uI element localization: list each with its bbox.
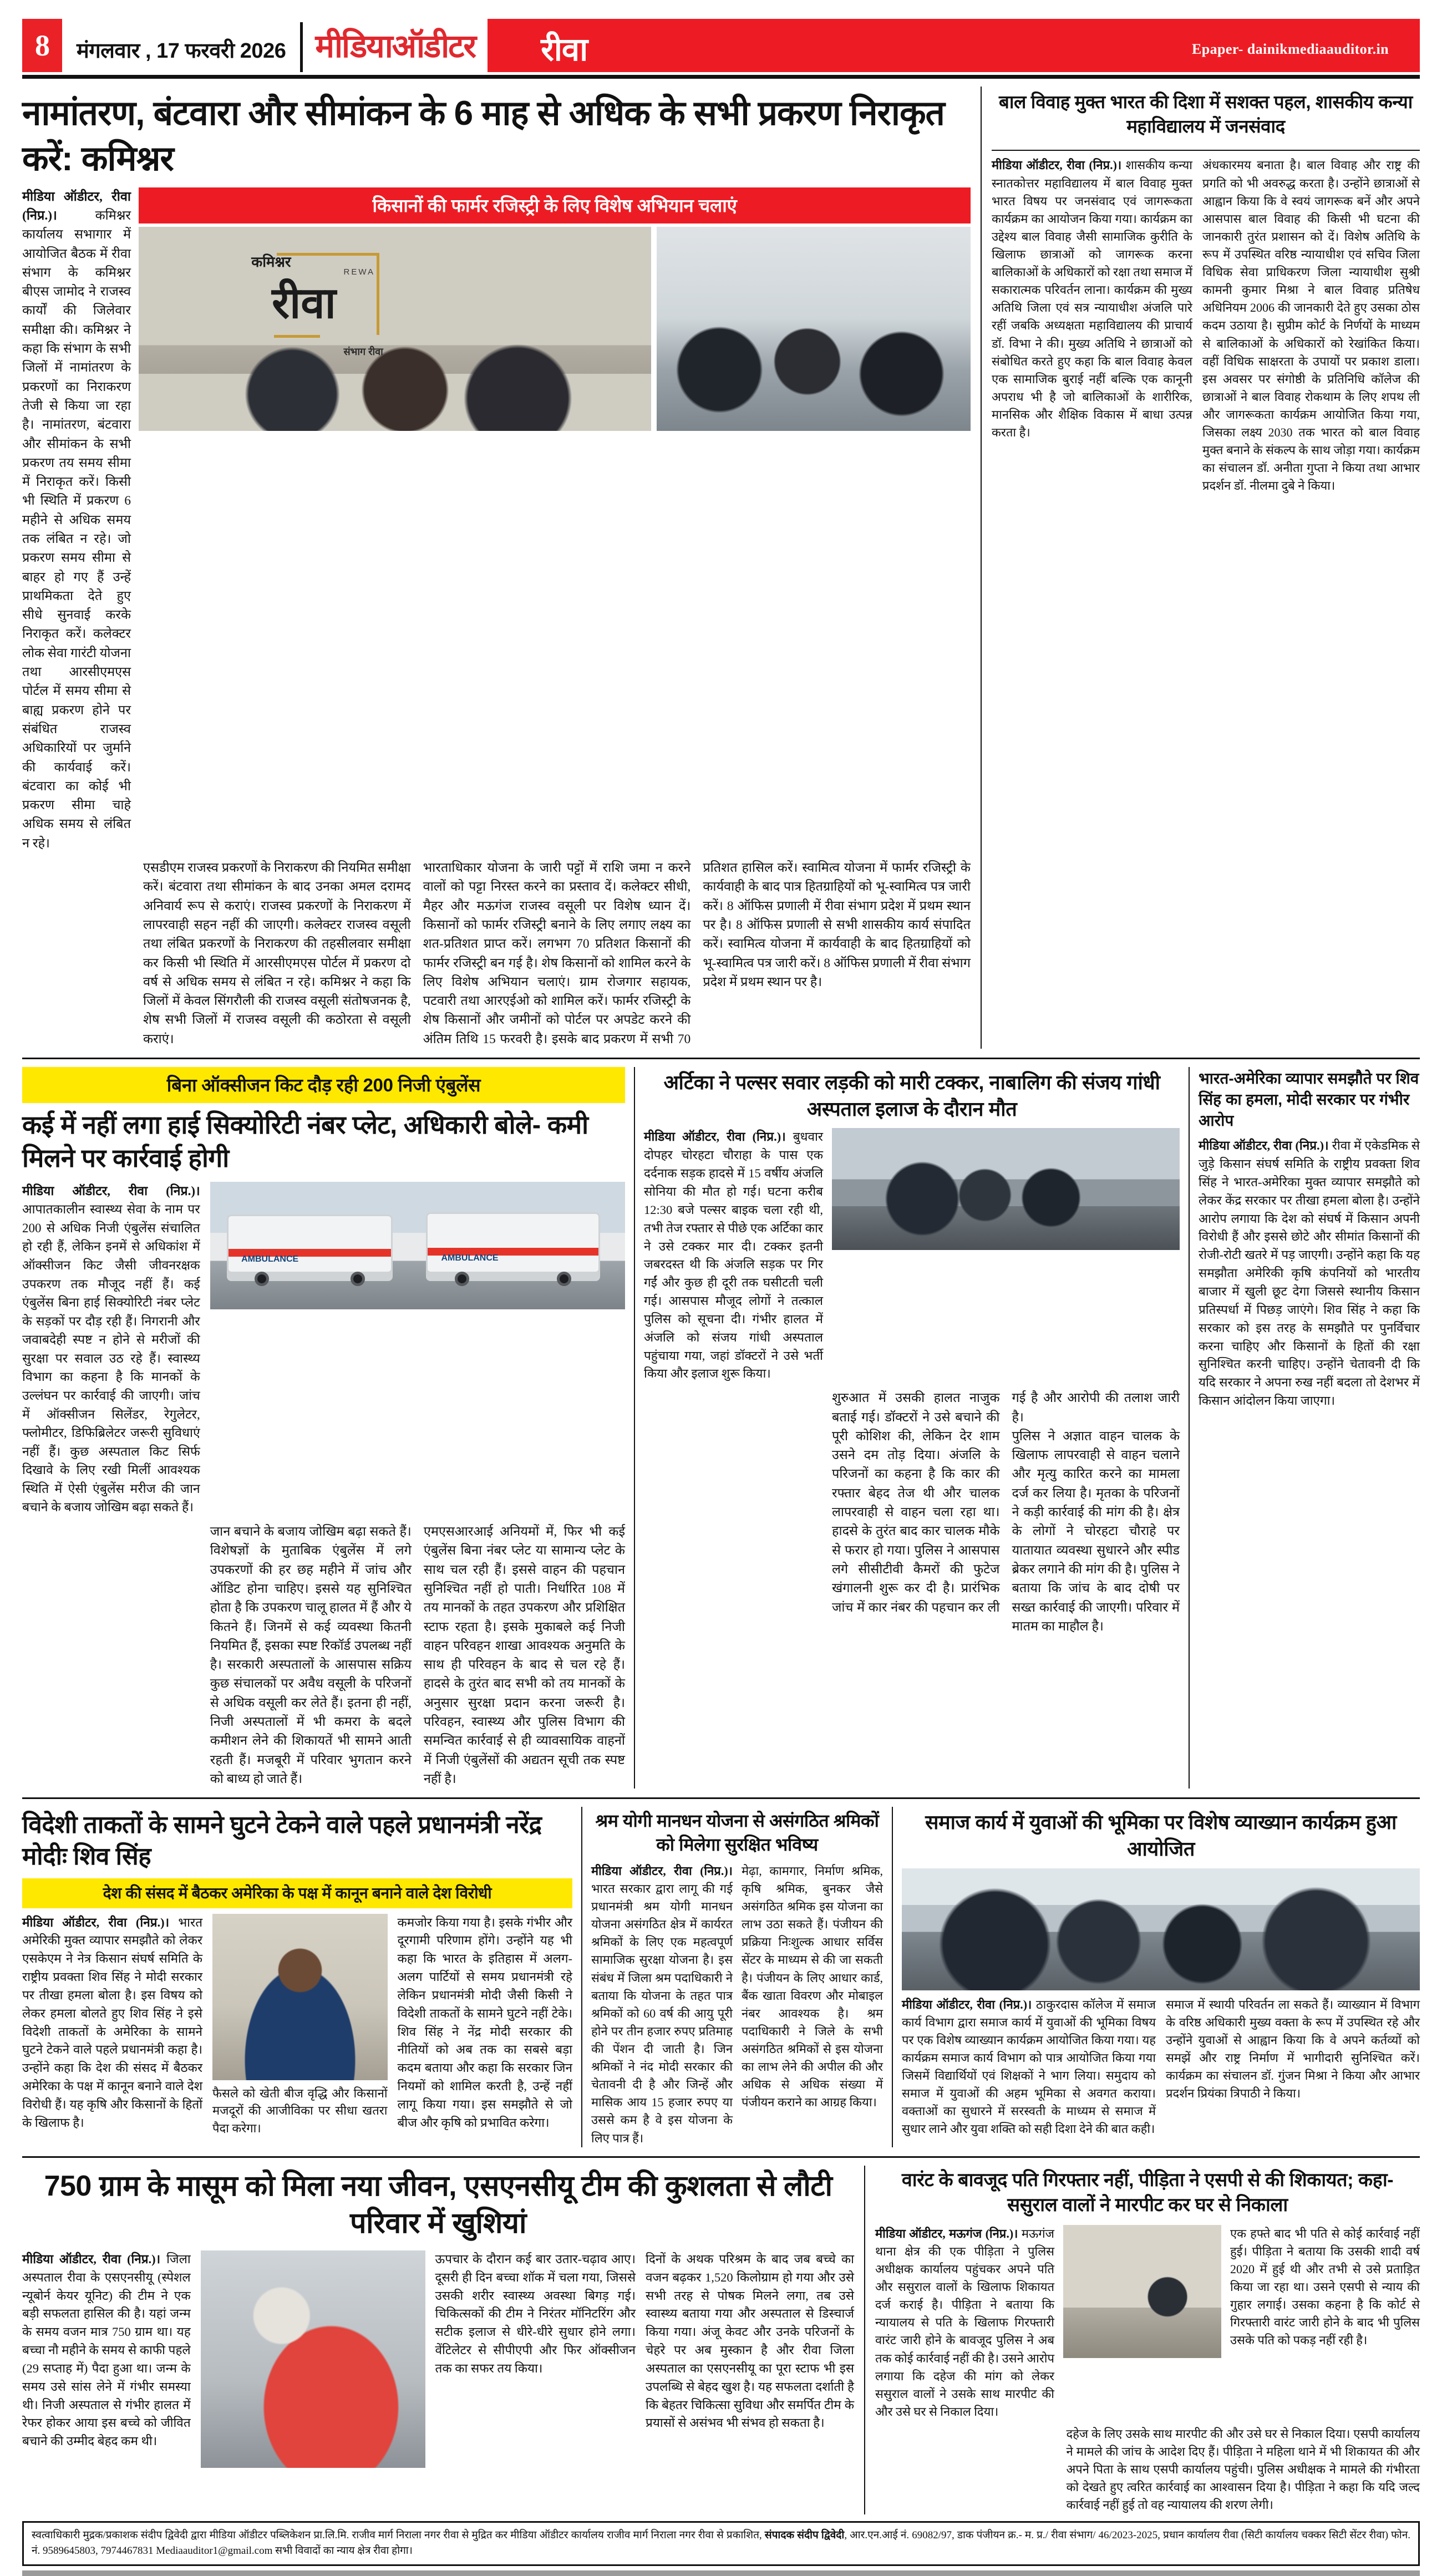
yuva-byline: मीडिया ऑडीटर, रीवा (निप्र.)। [902,1997,1032,2011]
shram-byline: मीडिया ऑडीटर, रीवा (निप्र.)। [591,1863,733,1878]
modi-headline: विदेशी ताकतों के सामने घुटने टेकने वाले पहले प्रधानमंत्री नरेंद्र मोदीः शिव सिंह [22,1811,542,1871]
rewa-logo-text: रीवा [272,278,336,327]
yuva-col-1-text: ठाकुरदास कॉलेज में समाज कार्य विभाग द्वारा समाज कार्य में युवाओं की भूमिका विषय पर एक विशेष व्याख्यान कार्यक्रम आयोजित किया गया। यह कार्यक्रम समाज कार्य विभाग को पात्र आयोजित किया गया जिसमें विद्यार्थियों एवं शिक्षकों ने भाग लिया। समुदाय को समाज में युवाओं की अहम भूमिका से अवगत कराया। वक्ताओं का सुधारने में सरस्वती के माध्यम से समाज में सुधार लाने और युवा शक्ति को सही दिशा देने की बात कही। [902,1997,1156,2136]
warrant-byline: मीडिया ऑडीटर, मऊगंज (निप्र.)। [875,2226,1018,2240]
masthead-rule [22,75,1420,79]
lead-byline: मीडिया ऑडीटर, रीवा (निप्र.)। [22,189,131,223]
trade-col-1-text: रीवा में एकेडमिक से जुड़े किसान संघर्ष समिति के राष्ट्रीय प्रवक्ता शिव सिंह ने भारत-अमेरिका मुक्त व्यापार समझौते को लेकर केंद्र सरकार पर तीखा हमला बोला है। उन्होंने आरोप लगाया कि देश को संघर्ष में किसान अपनी विरोधी हैं और इससे छोटे और सीमांत किसानों की रोजी-रोटी खतरे में पड़ जाएगी। उन्होंने कहा कि यह समझौता अमेरिकी कृषि कंपनियों को भारतीय बाजार में खुली छूट देगा जिससे स्थानीय किसान प्रतिस्पर्धा में पिछड़ जाएंगे। शिव सिंह ने कहा कि सरकार को इस तरह के समझौते पर पुनर्विचार करना चाहिए और किसानों के हितों की रक्षा सुनिश्चित करनी चाहिए। उन्होंने चेतावनी दी कि यदि सरकार ने अपना रुख नहीं बदला तो देशभर में किसान आंदोलन किया जाएगा। [1199,1139,1420,1408]
baby-story [22,2166,865,2514]
photo-complainant [1063,2225,1221,2358]
baby-byline: मीडिया ऑडीटर, रीवा (निप्र.)। [22,2252,161,2266]
ambulance-col-3: एमएसआरआई अनियमों में, फिर भी कई एंबुलेंस बिना नंबर प्लेट या सामान्य प्लेट के साथ चल रही हैं। इससे वाहन की पहचान सुनिश्चित नहीं हो पाती। निर्धारित 108 में तय मानकों के तहत उपकरण और प्रशिक्षित स्टाफ रहता है। इसके मुकाबले कई निजी वाहन परिवहन शाखा आवश्यक अनुमति के साथ ही परिवहन के बाद से चल रहे हैं। हादसे के तुरंत बाद सभी को तय मानकों के अनुसार सुरक्षा प्रदान करना जरूरी है। परिवहन, स्वास्थ्य और पुलिस विभाग की समन्वित कार्रवाई से ही व्यावसायिक वाहनों में निजी एंबुलेंसों की अद्यतन सूची तक स्पष्ट नहीं है। [423,1525,625,1786]
baby-headline: 750 ग्राम के मासूम को मिला नया जीवन, एसएनसीयू टीम की कुशलता से लौटी परिवार में खुशियां [44,2169,832,2240]
bottom-section [22,2166,1420,2514]
right-top-col-1 [992,156,1192,441]
accident-body-columns [832,1389,1180,1636]
photo-commissioner-meeting [139,227,651,431]
shram-headline: श्रम योगी मानधन योजना से असंगठित श्रमिकों को मिलेगा सुरक्षित भविष्य [595,1811,879,1855]
rewa-logo-label: कमिश्नर [251,253,291,270]
ambulance-wheel-1a [255,1272,269,1286]
warrant-headline: वारंट के बावजूद पति गिरफ्तार नहीं, पीड़िता ने एसपी से की शिकायत; कहा- ससुराल वालों ने मारपीट कर घर से निकाला [901,2169,1394,2216]
ambulance-col-2: जान बचाने के बजाय जोखिम बढ़ा सकते हैं। विशेषज्ञों के मुताबिक एंबुलेंस में लगे उपकरणों की हर छह महीने में जांच और ऑडिट होना चाहिए। इससे यह सुनिश्चित होता है कि उपकरण चालू हालत में हैं और ये कितने हैं। जिनमें से कई व्यवस्था कितनी नियमित हैं, इसका स्पष्ट रिकॉर्ड उपलब्ध नहीं है। सरकारी अस्पतालों के आसपास सक्रिय कुछ संचालकों पर अवैध वसूली के परिजनों से अधिक वसूली कर लेते हैं। इतना ही नहीं, निजी अस्पतालों में भी कमरा के बदले कमीशन लेने की शिकायतें भी सामने आती रहती हैं। मजबूरी में परिवार भुगतान करने को बाध्य हो जाते हैं। [210,1525,412,1786]
shram-col-1 [591,1862,733,2147]
photo-meeting-room [657,227,971,431]
modi-caption: फैसले को खेती बीज वृद्धि और किसानों मजदूरों की आजीविका पर सीधा खतरा पैदा करेगा। [212,2086,388,2135]
accident-headline: अर्टिका ने पल्सर सवार लड़की को मारी टक्कर, नाबालिग की संजय गांधी अस्पताल इलाज के दौरान मौत [663,1071,1160,1121]
accident-col-2: शुरुआत में उसकी हालत नाजुक बताई गई। डॉक्टरों ने उसे बचाने की पूरी कोशिश की, लेकिन देर शाम उसने दम तोड़ दिया। अंजलि के परिजनों का कहना है कि कार की रफ्तार बेहद तेज थी और चालक लापरवाही से वाहन चला रहा था। हादसे के तुरंत बाद कार चालक मौके से फरार हो गया। पुलिस ने आसपास लगे सीसीटीवी कैमरों की फुटेज खंगालनी शुरू कर दी है। प्रारंभिक जांच में कार नंबर की पहचान कर ली गई है और आरोपी की तलाश जारी है। [832,1391,1180,1615]
second-section [22,1067,1420,1789]
lead-body-columns [143,858,971,1049]
accident-story [635,1067,1190,1789]
section-divider-2 [22,1797,1420,1799]
accident-col-1-text: बुधवार दोपहर चोरहटा चौराहा के पास एक दर्दनाक सड़क हादसे में 15 वर्षीय अंजलि सोनिया की मौत हो गई। घटना करीब 12:30 बजे पल्सर बाइक चला रही थी, तभी तेज रफ्तार से पीछे एक अर्टिका कार ने उसे टक्कर मार दी। टक्कर इतनी जबरदस्त थी कि अंजलि सड़क पर गिर गईं और कुछ ही दूरी तक घसीटती चली गई। आसपास मौजूद लोगों ने तत्काल पुलिस को सूचना दी। गंभीर हालत में अंजलि को संजय गांधी अस्पताल पहुंचाया गया, जहां डॉक्टरों ने उसे भर्ती किया और इलाज शुरू किया। [644,1130,823,1381]
shram-story [582,1807,893,2147]
yuva-headline: समाज कार्य में युवाओं की भूमिका पर विशेष व्याख्यान कार्यक्रम हुआ आयोजित [925,1811,1397,1861]
right-top-col-2: अंधकारमय बनाता है। बाल विवाह और राष्ट्र की प्रगति को भी अवरुद्ध करता है। उन्होंने छात्राओं से आह्वान किया कि वे स्वयं जागरूक बनें और अपने आसपास बाल विवाह की किसी भी घटना की जानकारी तुरंत प्रशासन को दें। विशेष अतिथि के रूप में उपस्थित वरिष्ठ न्यायाधीश एवं सचिव जिला विधिक सेवा प्राधिकरण जिला न्यायाधीश सुश्री कामनी कुमार मिश्रा ने बाल विवाह प्रतिषेध अधिनियम 2006 की जानकारी देते हुए उसका ठोस कदम उठाया है। सुप्रीम कोर्ट के निर्णयों के माध्यम से बालिकाओं के अधिकारों को रेखांकित किया। वहीं विधिक साक्षरता के उपायों पर प्रकाश डाला। इस अवसर पर संगोष्ठी के प्रतिनिधि कॉलेज की छात्राओं ने बाल विवाह रोकथाम के लिए शपथ ली और जागरूकता कार्यक्रम आयोजित किया गया, जिसका लक्ष्य 2030 तक भारत को बाल विवाह मुक्त बनाने के संकल्प के साथ जोड़ा गया। कार्यक्रम का संचालन डॉ. अनीता गुप्ता ने किया तथा आभार प्रदर्शन डॉ. नीलमा दुबे ने किया। [1202,158,1420,493]
modi-col-1-text: भारत अमेरिकी मुक्त व्यापार समझौते को लेकर एसकेएम ने नेत्र किसान संघर्ष समिति के राष्ट्रीय प्रवक्ता शिव सिंह ने मोदी सरकार पर तीखा हमला बोला है। इस विषय को लेकर हमला बोलते हुए शिव सिंह ने इसे विदेशी ताकतों के अमेरिका के सामने घुटने टेकने वाले पहले प्रधानमंत्री कहा है। उन्होंने कहा कि देश की संसद में बैठकर अमेरिका के पक्ष में कानून बनाने वाले देश विरोधी हैं। यह कृषि और किसानों के हितों के खिलाफ है। [22,1915,203,2130]
lead-headline: नामांतरण, बंटवारा और सीमांकन के 6 माह से अधिक के सभी प्रकरण निराकृत करें: कमिश्नर [22,94,945,178]
accident-col-3: पुलिस ने अज्ञात वाहन चालक के खिलाफ लापरवाही से वाहन चलाने और मृत्यु कारित करने का मामला दर्ज कर लिया है। मृतका के परिजनों ने कड़ी कार्रवाई की मांग की है। क्षेत्र के लोगों ने चोरहटा चौराहे पर यातायात व्यवस्था सुधारने और स्पीड ब्रेकर लगाने की मांग की है। पुलिस ने बताया कि जांच के बाद दोषी पर सख्त कार्रवाई की जाएगी। परिवार में मातम का माहौल है। [1012,1429,1180,1634]
footer-line-1b: , आर.एन.आई [844,2529,898,2541]
ambulance-wheel-2a [455,1272,469,1286]
ambulance-wheel-1b [351,1272,365,1286]
modi-story [22,1807,582,2147]
right-top-byline: मीडिया ऑडीटर, रीवा (निप्र.)। [992,158,1122,172]
masthead [22,19,1420,72]
ambulance-story [22,1067,635,1789]
ambulance-headline: कई में नहीं लगा हाई सिक्योरिटी नंबर प्लेट, अधिकारी बोले- कमी मिलने पर कार्रवाई होगी [22,1110,588,1172]
trade-col-1 [1199,1137,1420,1410]
lead-banner: किसानों की फार्मर रजिस्ट्री के लिए विशेष अभियान चलाएं [139,187,971,223]
photo-ambulances [210,1182,625,1309]
yuva-col-2: समाज में स्थायी परिवर्तन ला सकते हैं। व्याख्यान में विभाग के वरिष्ठ अधिकारी मुख्य वक्ता के रूप में उपस्थित रहे और उन्होंने युवाओं से आह्वान किया कि वे अपने कर्तव्यों को समझें और राष्ट्र निर्माण में भागीदारी सुनिश्चित करें। कार्यक्रम का संचालन डॉ. गुंजन मिश्रा ने किया और आभार प्रदर्शन प्रियंका त्रिपाठी ने किया। [1166,1997,1420,2101]
right-top-col-1-text: शासकीय कन्या स्नातकोत्तर महाविद्यालय में बाल विवाह मुक्त भारत विषय पर जनसंवाद एवं जागरूकता कार्यक्रम का आयोजन किया गया। कार्यक्रम का उद्देश्य बाल विवाह जैसी सामाजिक कुरीति के खिलाफ छात्राओं को जागरूक करना बालिकाओं के अधिकारों को रक्षा तथा समाज में सकारात्मक परिवर्तन लाना। कार्यक्रम की मुख्य अतिथि जिला एवं सत्र न्यायाधीश अंजलि पारे रहीं जबकि अध्यक्षता महाविद्यालय की प्राचार्य डॉ. विभा ने की। मुख्य अतिथि ने छात्राओं को संबोधित करते हुए कहा कि बाल विवाह केवल एक सामाजिक बुराई नहीं बल्कि एक कानूनी अपराध भी है जो बालिकाओं के शारीरिक, मानसिक और शैक्षिक विकास में बाधा उत्पन्न करता है। [992,158,1192,440]
photo-newborn-care [201,2250,425,2468]
ambulance-col-1 [22,1182,200,1517]
rewa-logo-romantext: REWA [343,267,375,277]
footer-imprint [22,2521,1420,2566]
photo-lecture-hall [902,1868,1420,1990]
shram-col-2: मेढ़ा, कामगार, निर्माण श्रमिक, कृषि श्रमिक, बुनकर जैसे असंगठित श्रमिक इस योजना का लाभ उठा सकते हैं। पंजीयन की प्रक्रिया निःशुल्क आधार सर्विस सेंटर के माध्यम से की जा सकती है। पंजीयन के लिए आधार कार्ड, बैंक खाता विवरण और मोबाइल नंबर आवश्यक है। श्रम पदाधिकारी ने जिले के सभी असंगठित श्रमिकों से इस योजना का लाभ लेने की अपील की और अधिक से अधिक संख्या में पंजीयन कराने का आग्रह किया। [742,1863,883,2110]
top-section [22,87,1420,1049]
footer-line-2: नं. 69082/97, डाक पंजीयन क्र.- म. प्र./ रीवा संभाग/ 46/2023-2025, प्रधान कार्यालय रीवा (सिटी कार्यालय चक्कर सिटी सेंटर रीवा) फोन. नं. 9589645803, 7974467831 Mediaauditor1@gmail.com सभी विवादों का न्याय क्षेत्र रीवा होगा। [32,2529,1411,2557]
right-top-rule [992,150,1420,151]
edition-name: रीवा [541,32,588,68]
lead-col-1 [22,187,131,853]
baby-col-3: दिनों के अथक परिश्रम के बाद जब बच्चे का वजन बढ़कर 1,520 किलोग्राम हो गया और उसे सभी तरह से पोषक मिलने लगा, तब उसे स्वास्थ्य बताया गया और अस्पताल से डिस्चार्ज किया गया। अंजू केवट और उनके परिजनों के चेहरे पर अब मुस्कान है और रीवा जिला अस्पताल का एसएनसीयू का पूरा स्टाफ भी इस उपलब्धि से बेहद खुश है। यह सफलता दर्शाती है कि बेहतर चिकित्सा सुविधा और समर्पित टीम के प्रयासों से असंभव भी संभव हो सकता है। [646,2252,854,2430]
accident-col-1 [644,1128,823,1383]
ambulance-wheel-2b [557,1272,571,1286]
bottom-bar [22,2570,1420,2576]
baby-col-1-text: जिला अस्पताल रीवा के एसएनसीयू (स्पेशल न्यूबोर्न केयर यूनिट) की टीम ने एक बड़ी सफलता हासिल की है। यहां जन्म के समय वजन मात्र 750 ग्राम था। यह बच्चा नौ महीने के समय से काफी पहले (29 सप्ताह में) पैदा हुआ था। जन्म के समय उसे सांस लेने में गंभीर समस्या थी। निजी अस्पताल से गंभीर हालत में रेफर होकर आया इस बच्चे को जीवित बचाने की उम्मीद बेहद कम थी। [22,2252,191,2448]
trade-story [1190,1067,1420,1789]
ambulance-col-1-text: आपातकालीन स्वास्थ्य सेवा के नाम पर 200 से अधिक निजी एंबुलेंस संचालित हो रही हैं, लेकिन इनमें से अधिकांश में ऑक्सीजन किट जैसी जीवनरक्षक उपकरण तक मौजूद नहीं हैं। कई एंबुलेंस बिना हाई सिक्योरिटी नंबर प्लेट के सड़कों पर दौड़ रही हैं। निगरानी और जवाबदेही स्पष्ट न होने से मरीजों की सुरक्षा पर सवाल उठ रहे हैं। स्वास्थ्य विभाग का कहना है कि मानकों के उल्लंघन पर कार्रवाई की जाएगी। जांच में ऑक्सीजन सिलेंडर, रेगुलेटर, फ्लोमीटर, डिफिब्रिलेटर जरूरी सुविधाएं नहीं हैं। कुछ अस्पताल किट सिर्फ दिखावे के लिए रखी मिलीं आवश्यक स्थिति में ऐसी एंबुलेंस मरीज की जान बचाने के बजाय जोखिम बढ़ा सकते हैं। [22,1202,200,1515]
rewa-logo-sub: संभाग रीवा [343,346,383,358]
photo-shiv-singh [212,1914,387,2080]
page-number: 8 [22,19,62,72]
publication-date: मंगलवार , 17 फरवरी 2026 [77,39,286,63]
ambulance-vehicle-2 [426,1212,600,1281]
ambulance-text-1: AMBULANCE [241,1254,299,1264]
ambulance-banner: बिना ऑक्सीजन किट दौड़ रही 200 निजी एंबुलेंस [22,1067,625,1103]
modi-banner: देश की संसद में बैठकर अमेरिका के पक्ष में कानून बनाने वाले देश विरोधी [22,1878,572,1908]
lead-story [22,87,982,1049]
trade-byline: मीडिया ऑडीटर, रीवा (निप्र.)। [1199,1139,1329,1153]
warrant-col-1 [875,2225,1054,2421]
brand-logo: मीडियाऑडीटर [315,28,476,64]
yuva-story [893,1807,1420,2147]
modi-col-2: कमजोर किया गया है। इसके गंभीर और दूरगामी परिणाम होंगे। उन्होंने यह भी कहा कि भारत के इतिहास में अलग-अलग पार्टियों से समय प्रधानमंत्री रहे लेकिन प्रधानमंत्री मोदी जैसी किसी ने विदेशी ताकतों के सामने घुटने नहीं टेके। शिव सिंह ने नेंद्र मोदी सरकार की नीतियों को अब तक का सबसे बड़ा कदम बताया और कहा कि सरकार जिन नियमों को शामिल करती है, उन्हें नहीं लागू किया गया। इस समझौते से जो बीज और कृषि को प्रभावित करेगा। [397,1915,572,2130]
warrant-story [865,2166,1420,2514]
footer-editor: संपादक संदीप द्विवेदी [764,2529,845,2541]
lead-col-2: एसडीएम राजस्व प्रकरणों के निराकरण की नियमित समीक्षा करें। बंटवारा तथा सीमांकन के बाद उनका अमल दरामद अनिवार्य रूप से कराएं। राजस्व प्रकरणों के निराकरण में लापरवाही सहन नहीं की जाएगी। कलेक्टर राजस्व वसूली तथा लंबित प्रकरणों के निराकरण की तहसीलवार समीक्षा कर किसी भी स्थिति में आरसीएमएस पोर्टल में प्रकरण दो वर्ष से अधिक समय से लंबित न रहे। कमिश्नर ने कहा कि जिलों में केवल सिंगरौली की राजस्व वसूली संतोषजनक है, शेष सभी जिलों में राजस्व वसूली की कठोरता से वसूली कराएं। [143,861,411,1046]
epaper-url[interactable]: Epaper- dainikmediaauditor.in [1192,41,1389,57]
section-divider-3 [22,2156,1420,2158]
warrant-col-3: दहेज के लिए उसके साथ मारपीट की और उसे घर से निकाल दिया। एसपी कार्यालय ने मामले की जांच के आदेश दिए हैं। पीड़िता ने महिला थाने में भी शिकायत की और अपने पिता के साथ एसपी कार्यालय पहुंची। पुलिस अधीक्षक ने मामले की गंभीरता को देखते हुए त्वरित कार्रवाई का आश्वासन दिया है। पीड़िता ने कहा कि यदि जल्द कार्रवाई नहीं हुई तो वह न्यायालय की शरण लेगी। [1066,2426,1420,2512]
yuva-col-1 [902,1996,1156,2138]
trade-headline: भारत-अमेरिका व्यापार समझौते पर शिव सिंह का हमला, मोदी सरकार पर गंभीर आरोप [1199,1070,1419,1130]
ambulance-byline: मीडिया ऑडीटर, रीवा (निप्र.)। [22,1183,200,1198]
ambulance-vehicle-1 [227,1215,393,1281]
shram-col-1-text: भारत सरकार द्वारा लागू की गई प्रधानमंत्री श्रम योगी मानधन योजना असंगठित क्षेत्र में कार्यरत श्रमिकों के लिए एक महत्वपूर्ण सामाजिक सुरक्षा योजना है। इस संबंध में जिला श्रम पदाधिकारी ने बताया कि योजना के तहत पात्र श्रमिकों को 60 वर्ष की आयु पूरी होने पर तीन हजार रुपए प्रतिमाह की पेंशन दी जाती है। जिन श्रमिकों ने नंद मोदी सरकार की चेतावनी दी है और जिन्हें और मासिक आय 15 हजार रुपए या उससे कम है वे इस योजना के लिए पात्र हैं। [591,1882,733,2145]
footer-line-1: स्वत्वाधिकारी मुद्रक/प्रकाशक संदीप द्विवेदी द्वारा मीडिया ऑडीटर पब्लिकेशन प्रा.लि.मि. राजीव मार्ग निराला नगर रीवा से मुद्रित कर मीडिया ऑडीटर कार्यालय राजीव मार्ग निराला नगर रीवा से प्रकाशित, [32,2529,765,2541]
ambulance-body-columns [210,1522,625,1789]
warrant-col-1-text: मऊगंज थाना क्षेत्र की एक पीड़िता ने पुलिस अधीक्षक कार्यालय पहुंचकर अपने पति और ससुराल वालों के खिलाफ शिकायत दर्ज कराई है। पीड़िता ने बताया कि न्यायालय से पति के खिलाफ गिरफ्तारी वारंट जारी होने के बावजूद पुलिस ने अब तक कोई कार्रवाई नहीं की है। उसने आरोप लगाया कि दहेज की मांग को लेकर ससुराल वालों ने उसके साथ मारपीट की और उसे घर से निकाल दिया। [875,2226,1054,2419]
lead-col-3: भारताधिकार योजना के जारी पट्टों में राशि जमा न करने वालों को पट्टा निरस्त करने का प्रस्ताव दें। कलेक्टर सीधी, मैहर और मऊगंज राजस्व वसूली पर विशेष ध्यान दें। किसानों को फार्मर रजिस्ट्री बनाने के लिए लगाए लक्ष्य का शत-प्रतिशत प्राप्त करें। लगभग 70 प्रतिशत किसानों की फार्मर रजिस्ट्री बन गई है। शेष किसानों को शामिल करने के लिए विशेष अभियान चलाएं। ग्राम रोजगार सहायक, पटवारी तथा आरएईओ को शामिल करें। फार्मर रजिस्ट्री के शेष किसानों और जमीनों को पोर्टल पर अपडेट करने की अंतिम तिथि 15 फरवरी है। इसके बाद प्रकरण में सभी 70 प्रतिशत हासिल करें। स्वामित्व योजना में फार्मर रजिस्ट्री के कार्यवाही के बाद पात्र हितग्राहियों को भू-स्वामित्व पत्र जारी करें। 8 ऑफिस प्रणाली में रीवा संभाग प्रदेश में प्रथम स्थान पर है। 8 ऑफिस प्रणाली से सभी शासकीय कार्य संपादित करें। स्वामित्व योजना में कार्यवाही के बाद हितग्राहियों को भू-स्वामित्व पत्र जारी करें। 8 ऑफिस प्रणाली में रीवा संभाग प्रदेश में प्रथम स्थान पर है। [423,861,971,1046]
modi-byline: मीडिया ऑडीटर, रीवा (निप्र.)। [22,1915,170,1929]
baby-col-1 [22,2250,191,2451]
right-top-headline: बाल विवाह मुक्त भारत की दिशा में सशक्त पहल, शासकीय कन्या महाविद्यालय में जनसंवाद [999,92,1413,137]
right-top-story [982,87,1420,1049]
section-divider-1 [22,1058,1420,1059]
third-section [22,1807,1420,2147]
warrant-col-2: एक हफ्ते बाद भी पति से कोई कार्रवाई नहीं हुई। पीड़िता ने बताया कि उसकी शादी वर्ष 2020 में हुई थी और तभी से उसे प्रताड़ित किया जा रहा था। उसने एसपी से न्याय की गुहार लगाई। उसका कहना है कि कोर्ट से गिरफ्तारी वारंट जारी होने के बाद भी पुलिस उसके पति को पकड़ नहीं रही है। [1230,2226,1420,2348]
ambulance-text-2: AMBULANCE [441,1253,499,1263]
lead-col-1-text: कमिश्नर कार्यालय सभागार में आयोजित बैठक में रीवा संभाग के कमिश्नर बीएस जामोद ने राजस्व कार्यों की जिलेवार समीक्षा की। कमिश्नर ने कहा कि संभाग के सभी जिलों में नामांतरण के प्रकरणों का निराकरण तेजी से किया जा रहा है। नामांतरण, बंटवारा और सीमांकन के सभी प्रकरण तय समय सीमा में निराकृत करें। किसी भी स्थिति में प्रकरण 6 महीने से अधिक समय तक लंबित न रहे। जो प्रकरण समय सीमा से बाहर हो गए हैं उन्हें प्राथमिकता देते हुए सीधे सुनवाई करके निराकृत करें। कलेक्टर लोक सेवा गारंटी योजना तथा आरसीएमएस पोर्टल में समय सीमा से बाह्य प्रकरण होने पर संबंधित राजस्व अधिकारियों पर जुर्माने की कार्यवाई करें। बंटवारा का कोई भी प्रकरण सीमा चाहे अधिक समय से लंबित न रहे। [22,208,131,851]
baby-col-2: ऊपचार के दौरान कई बार उतार-चढ़ाव आए। दूसरी ही दिन बच्चा शॉक में चला गया, जिससे उसकी शरीर स्वास्थ्य अवस्था बिगड़ गई। चिकित्सकों की टीम ने निरंतर मॉनिटरिंग और सटीक इलाज से धीरे-धीरे सुधार होने लगा। वेंटिलेटर से सीपीएपी और फिर ऑक्सीजन तक का सफर तय किया। [435,2252,636,2375]
accident-byline: मीडिया ऑडीटर, रीवा (निप्र.)। [644,1130,786,1144]
edition-strip [488,19,1420,72]
modi-col-1 [22,1914,202,2132]
photo-accident-scene [832,1128,1180,1250]
